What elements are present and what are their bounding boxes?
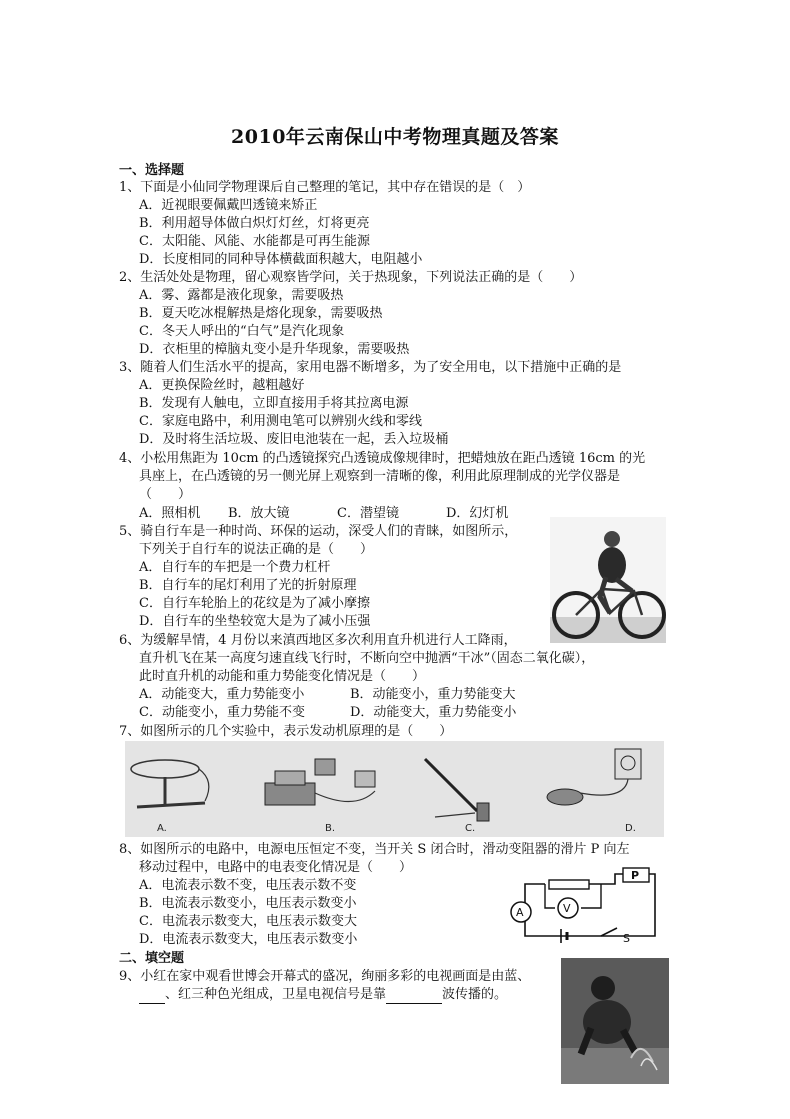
q4-option-d: D．幻灯机 <box>446 506 509 521</box>
q3-option-c: C．家庭电路中，利用测电笔可以辨别火线和零线 <box>139 414 422 429</box>
q5-option-b: B．自行车的尾灯利用了光的折射原理 <box>139 578 357 593</box>
question-8: 8、如图所示的电路中，电源电压恒定不变，当开关 S 闭合时，滑动变阻器的滑片 P 向左 <box>119 842 630 857</box>
q2-option-c: C．冬天人呼出的“白气”是汽化现象 <box>139 324 345 339</box>
q1-option-b: B．利用超导体做白炽灯灯丝，灯将更亮 <box>139 216 370 231</box>
q1-option-a: A．近视眼要佩戴凹透镜来矫正 <box>139 198 318 213</box>
question-6: 6、为缓解旱情，4 月份以来滇西地区多次利用直升机进行人工降雨， <box>119 633 517 648</box>
question-2: 2、生活处处是物理，留心观察皆学问，关于热现象，下列说法正确的是（ ） <box>119 270 583 285</box>
q1-option-c: C．太阳能、风能、水能都是可再生能源 <box>139 234 370 249</box>
q3-option-b: B．发现有人触电，立即直接用手将其拉离电源 <box>139 396 409 411</box>
figure-label-c: C. <box>465 823 476 834</box>
voltmeter-label: V <box>563 902 571 915</box>
answer-blank-2[interactable] <box>386 986 442 1004</box>
tv-broadcast-photo <box>561 958 669 1084</box>
cyclist-photo <box>550 517 666 643</box>
switch-label: S <box>623 932 630 944</box>
q2-option-b: B．夏天吃冰棍解热是熔化现象，需要吸热 <box>139 306 383 321</box>
question-9: 9、小红在家中观看世博会开幕式的盛况，绚丽多彩的电视画面是由蓝、 <box>119 969 531 984</box>
section-heading-choice: 一、选择题 <box>119 163 185 178</box>
q1-option-d: D．长度相同的同种导体横截面积越大，电阻越小 <box>139 252 423 267</box>
figure-label-b: B. <box>325 823 336 834</box>
q2-option-d: D．衣柜里的樟脑丸变小是升华现象，需要吸热 <box>139 342 410 357</box>
question-4: 4、小松用焦距为 10cm 的凸透镜探究凸透镜成像规律时，把蜡烛放在距凸透镜 16cm 的光 <box>119 451 646 466</box>
q5-option-a: A．自行车的车把是一个费力杠杆 <box>139 560 331 575</box>
question-9-line-2 <box>139 986 507 1004</box>
section-heading-fill: 二、填空题 <box>119 951 185 966</box>
ammeter-label: A <box>516 906 524 919</box>
question-8-line-2: 移动过程中，电路中的电表变化情况是（ ） <box>139 860 413 875</box>
q3-option-a: A．更换保险丝时，越粗越好 <box>139 378 305 393</box>
answer-blank-1[interactable] <box>139 986 165 1004</box>
q8-option-d: D．电流表示数变大，电压表示数变小 <box>139 932 358 947</box>
q8-option-c: C．电流表示数变大，电压表示数变大 <box>139 914 357 929</box>
question-4-line-3: （ ） <box>139 487 192 502</box>
figure-label-d: D. <box>625 823 636 834</box>
q4-option-a: A．照相机 <box>139 506 201 521</box>
question-6-line-3: 此时直升机的动能和重力势能变化情况是（ ） <box>139 669 426 684</box>
circuit-diagram <box>505 866 665 944</box>
q8-option-b: B．电流表示数变小，电压表示数变小 <box>139 896 357 911</box>
q5-option-d: D．自行车的坐垫较宽大是为了减小压强 <box>139 614 371 629</box>
question-5: 5、骑自行车是一种时尚、环保的运动，深受人们的青睐，如图所示， <box>119 524 518 539</box>
page-title: 2010年云南保山中考物理真题及答案 <box>231 126 559 148</box>
q6-option-a: A．动能变大，重力势能变小 <box>139 687 305 702</box>
figure-label-a: A. <box>157 823 167 834</box>
q5-option-c: C．自行车轮胎上的花纹是为了减小摩擦 <box>139 596 370 611</box>
q8-option-a: A．电流表示数不变，电压表示数不变 <box>139 878 357 893</box>
question-7: 7、如图所示的几个实验中，表示发动机原理的是（ ） <box>119 724 453 739</box>
q3-option-d: D．及时将生活垃圾、废旧电池装在一起，丢入垃圾桶 <box>139 432 449 447</box>
q9-part-1: 、红三种色光组成，卫星电视信号是靠 <box>165 987 387 1002</box>
q6-option-b: B．动能变小，重力势能变大 <box>350 687 516 702</box>
question-3: 3、随着人们生活水平的提高，家用电器不断增多，为了安全用电，以下措施中正确的是 <box>119 360 622 375</box>
q4-option-b: B．放大镜 <box>228 506 290 521</box>
slider-label: P <box>631 869 640 882</box>
q6-option-d: D．动能变大，重力势能变小 <box>350 705 517 720</box>
experiment-figures <box>125 741 664 837</box>
question-4-line-2: 具座上，在凸透镜的另一侧光屏上观察到一清晰的像，利用此原理制成的光学仪器是 <box>139 469 621 484</box>
question-1: 1、下面是小仙同学物理课后自己整理的笔记，其中存在错误的是（ ） <box>119 180 531 195</box>
q6-option-c: C．动能变小，重力势能不变 <box>139 705 305 720</box>
q2-option-a: A．雾、露都是液化现象，需要吸热 <box>139 288 344 303</box>
q4-option-c: C．潜望镜 <box>337 506 399 521</box>
question-6-line-2: 直升机飞在某一高度匀速直线飞行时，不断向空中抛洒“干冰”（固态二氧化碳）， <box>139 651 595 666</box>
q9-part-2: 波传播的。 <box>442 987 508 1002</box>
question-5-line-2: 下列关于自行车的说法正确的是（ ） <box>139 542 374 557</box>
